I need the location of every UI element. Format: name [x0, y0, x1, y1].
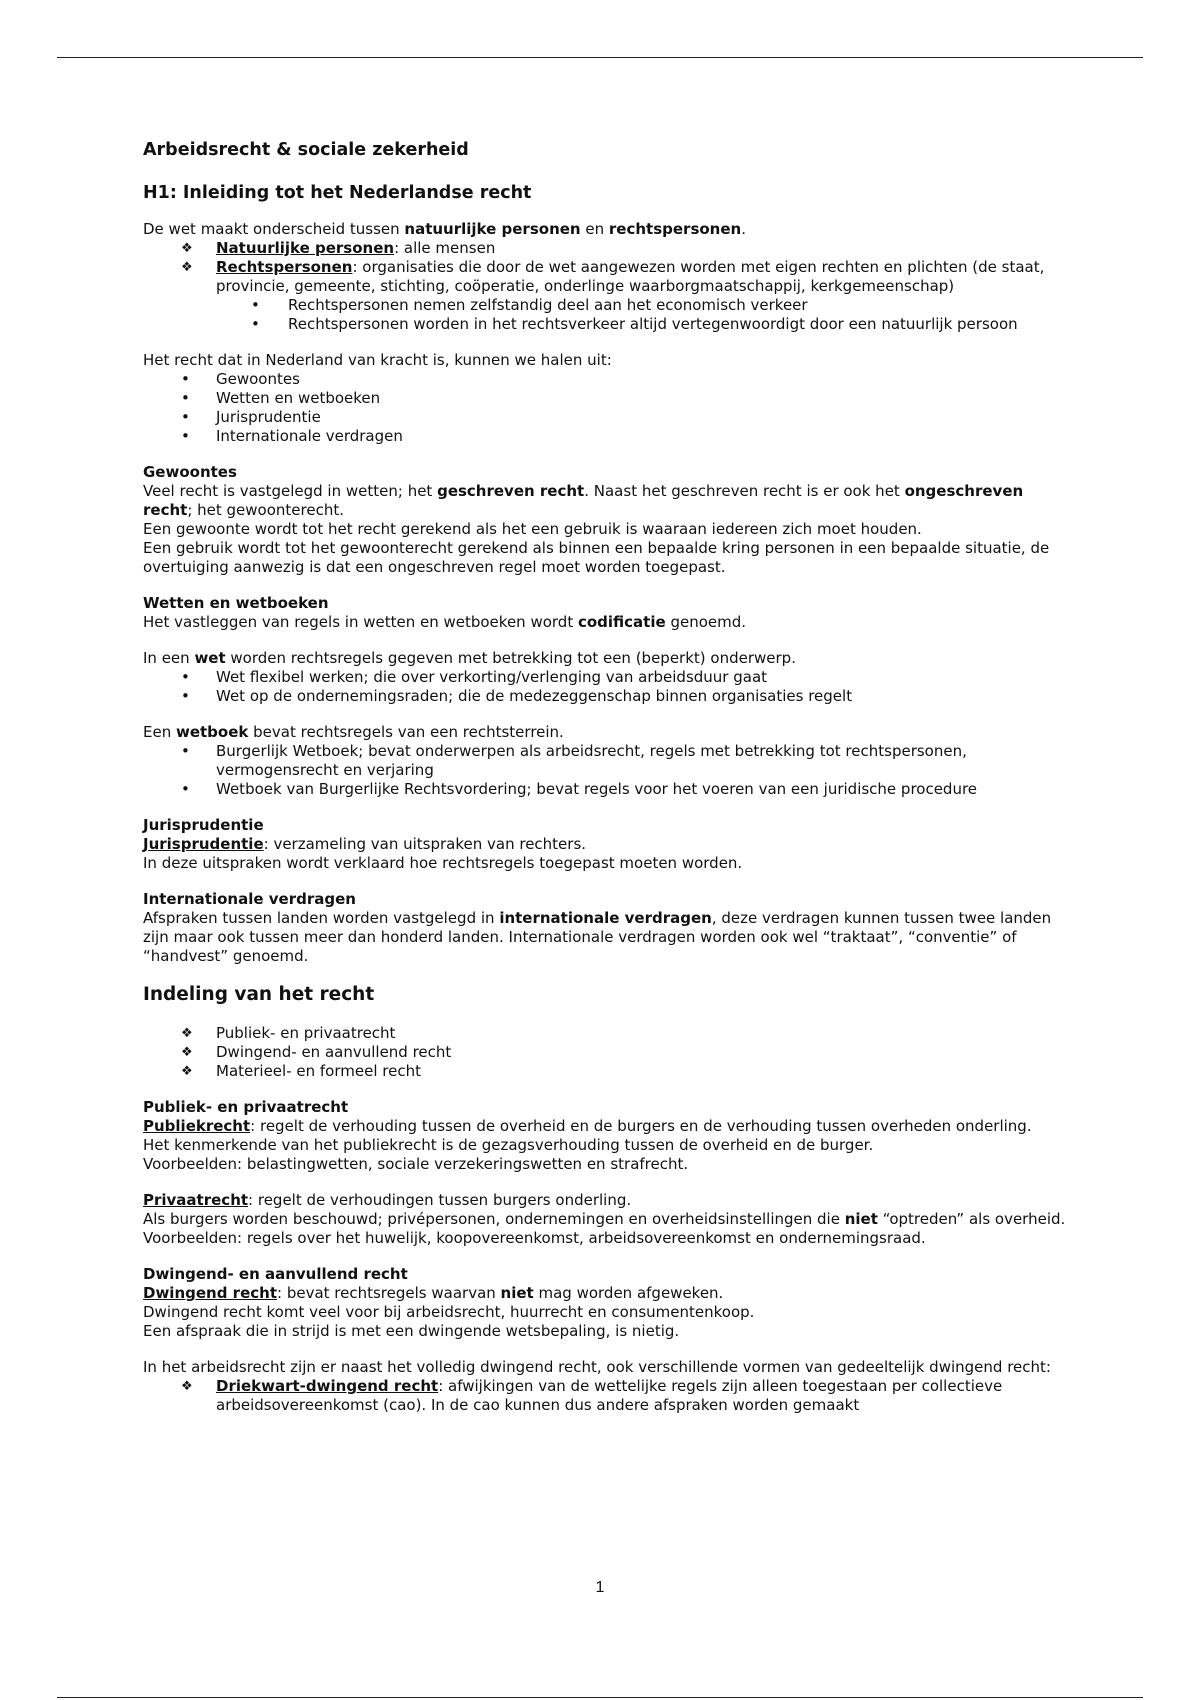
- paragraph: In een wet worden rechtsregels gegeven met betrekking tot een (beperkt) onderwerp.: [143, 649, 796, 667]
- list-item: ❖ Dwingend- en aanvullend recht: [181, 1043, 452, 1061]
- paragraph: Dwingend recht: bevat rechtsregels waarvan niet mag worden afgeweken.: [143, 1284, 724, 1302]
- paragraph: Het vastleggen van regels in wetten en wetboeken wordt codificatie genoemd.: [143, 613, 747, 631]
- footer-rule: [57, 1697, 1143, 1698]
- paragraph: Een gewoonte wordt tot het recht gerekend als het een gebruik is waaraan iedereen zich moet houden.: [143, 520, 922, 538]
- list-item: • Rechtspersonen worden in het rechtsverkeer altijd vertegenwoordigt door een natuurlijk persoon: [251, 315, 1018, 333]
- bullet-icon: •: [251, 315, 260, 333]
- diamond-bullet-icon: ❖: [181, 1045, 193, 1060]
- bullet-icon: •: [181, 389, 190, 407]
- bullet-icon: •: [181, 427, 190, 445]
- paragraph: In deze uitspraken wordt verklaard hoe rechtsregels toegepast moeten worden.: [143, 854, 743, 872]
- paragraph: Jurisprudentie: verzameling van uitspraken van rechters.: [143, 835, 587, 853]
- section-heading: Wetten en wetboeken: [143, 594, 329, 612]
- bullet-icon: •: [181, 742, 190, 760]
- diamond-bullet-icon: ❖: [181, 241, 193, 256]
- section-heading: Internationale verdragen: [143, 890, 356, 908]
- bullet-icon: •: [181, 687, 190, 705]
- bullet-icon: •: [251, 296, 260, 314]
- list-item: • Burgerlijk Wetboek; bevat onderwerpen als arbeidsrecht, regels met betrekking tot rechtspersonen, vermogensrecht en verjaring: [181, 742, 967, 779]
- list-item: • Gewoontes: [181, 370, 300, 388]
- bullet-icon: •: [181, 408, 190, 426]
- paragraph: Publiekrecht: regelt de verhouding tussen de overheid en de burgers en de verhouding tussen overheden onderling.: [143, 1117, 1032, 1135]
- paragraph: Een wetboek bevat rechtsregels van een rechtsterrein.: [143, 723, 564, 741]
- list-item: • Wet op de ondernemingsraden; die de medezeggenschap binnen organisaties regelt: [181, 687, 853, 705]
- wet-list: [143, 668, 1073, 706]
- list-item: • Wetten en wetboeken: [181, 389, 381, 407]
- document-body: [143, 139, 1073, 1415]
- section-heading: Gewoontes: [143, 463, 237, 481]
- list-item: • Wet flexibel werken; die over verkorting/verlenging van arbeidsduur gaat: [181, 668, 768, 686]
- bullet-icon: •: [181, 370, 190, 388]
- list-item: ❖ Natuurlijke personen: alle mensen: [181, 239, 496, 257]
- section-heading: Publiek- en privaatrecht: [143, 1098, 349, 1116]
- paragraph: Veel recht is vastgelegd in wetten; het geschreven recht. Naast het geschreven recht is er ook het ongeschreven recht; het gewoonterecht.: [143, 482, 1024, 519]
- list-item: ❖ Publiek- en privaatrecht: [181, 1024, 396, 1042]
- list-item: • Internationale verdragen: [181, 427, 403, 445]
- paragraph: In het arbeidsrecht zijn er naast het volledig dwingend recht, ook verschillende vormen van gedeeltelijk dwingend recht:: [143, 1358, 1051, 1376]
- paragraph: Voorbeelden: belastingwetten, sociale verzekeringswetten en strafrecht.: [143, 1155, 689, 1173]
- header-rule: [57, 57, 1143, 58]
- chapter-heading: H1: Inleiding tot het Nederlandse recht: [143, 183, 532, 203]
- diamond-bullet-icon: ❖: [181, 1064, 193, 1079]
- paragraph: Afspraken tussen landen worden vastgelegd in internationale verdragen, deze verdragen kunnen tussen twee landen zijn maar ook tussen meer dan honderd landen. Internationale verdragen worden ook wel “traktaat”, “conventie” of “handvest” genoemd.: [143, 909, 1052, 965]
- paragraph: Voorbeelden: regels over het huwelijk, koopovereenkomst, arbeidsovereenkomst en ondernemingsraad.: [143, 1229, 926, 1247]
- list-item: ❖ Rechtspersonen: organisaties die door de wet aangewezen worden met eigen rechten en plichten (de staat, provincie, gemeente, stichting, coöperatie, onderlinge waarborgmaatschappij, kerkgemeenschap): [181, 258, 1045, 295]
- section-heading: Jurisprudentie: [143, 816, 264, 834]
- sources-list: [143, 370, 1073, 446]
- list-item: ❖ Materieel- en formeel recht: [181, 1062, 421, 1080]
- list-item: • Jurisprudentie: [181, 408, 321, 426]
- diamond-bullet-icon: ❖: [181, 260, 193, 275]
- bullet-icon: •: [181, 668, 190, 686]
- diamond-bullet-icon: ❖: [181, 1026, 193, 1041]
- paragraph: Als burgers worden beschouwd; privépersonen, ondernemingen en overheidsinstellingen die niet “optreden” als overheid.: [143, 1210, 1066, 1228]
- section-heading: Dwingend- en aanvullend recht: [143, 1265, 408, 1283]
- paragraph: Een gebruik wordt tot het gewoonterecht gerekend als binnen een bepaalde kring personen in een bepaalde situatie, de overtuiging aanwezig is dat een ongeschreven regel moet worden toegepast.: [143, 539, 1050, 576]
- section-title: Indeling van het recht: [143, 984, 375, 1005]
- paragraph: Privaatrecht: regelt de verhoudingen tussen burgers onderling.: [143, 1191, 632, 1209]
- paragraph: Het kenmerkende van het publiekrecht is de gezagsverhouding tussen de overheid en de burger.: [143, 1136, 874, 1154]
- list-item: ❖ Driekwart-dwingend recht: afwijkingen van de wettelijke regels zijn alleen toegestaan per collectieve arbeidsovereenkomst (cao). In de cao kunnen dus andere afspraken worden gemaakt: [181, 1377, 1003, 1414]
- wetboek-list: [143, 742, 1073, 799]
- page-number: 1: [595, 1579, 605, 1596]
- list-item: • Rechtspersonen nemen zelfstandig deel aan het economisch verkeer: [251, 296, 808, 314]
- persons-sublist: [143, 296, 1073, 334]
- dwingend-list: [143, 1377, 1073, 1415]
- sources-intro: Het recht dat in Nederland van kracht is, kunnen we halen uit:: [143, 351, 612, 369]
- persons-intro: De wet maakt onderscheid tussen natuurlijke personen en rechtspersonen.: [143, 220, 746, 238]
- persons-list: [143, 239, 1073, 296]
- list-item: • Wetboek van Burgerlijke Rechtsvordering; bevat regels voor het voeren van een juridische procedure: [181, 780, 978, 798]
- bullet-icon: •: [181, 780, 190, 798]
- paragraph: Een afspraak die in strijd is met een dwingende wetsbepaling, is nietig.: [143, 1322, 680, 1340]
- indeling-list: [143, 1024, 1073, 1081]
- diamond-bullet-icon: ❖: [181, 1379, 193, 1394]
- paragraph: Dwingend recht komt veel voor bij arbeidsrecht, huurrecht en consumentenkoop.: [143, 1303, 755, 1321]
- document-title: Arbeidsrecht & sociale zekerheid: [143, 140, 469, 160]
